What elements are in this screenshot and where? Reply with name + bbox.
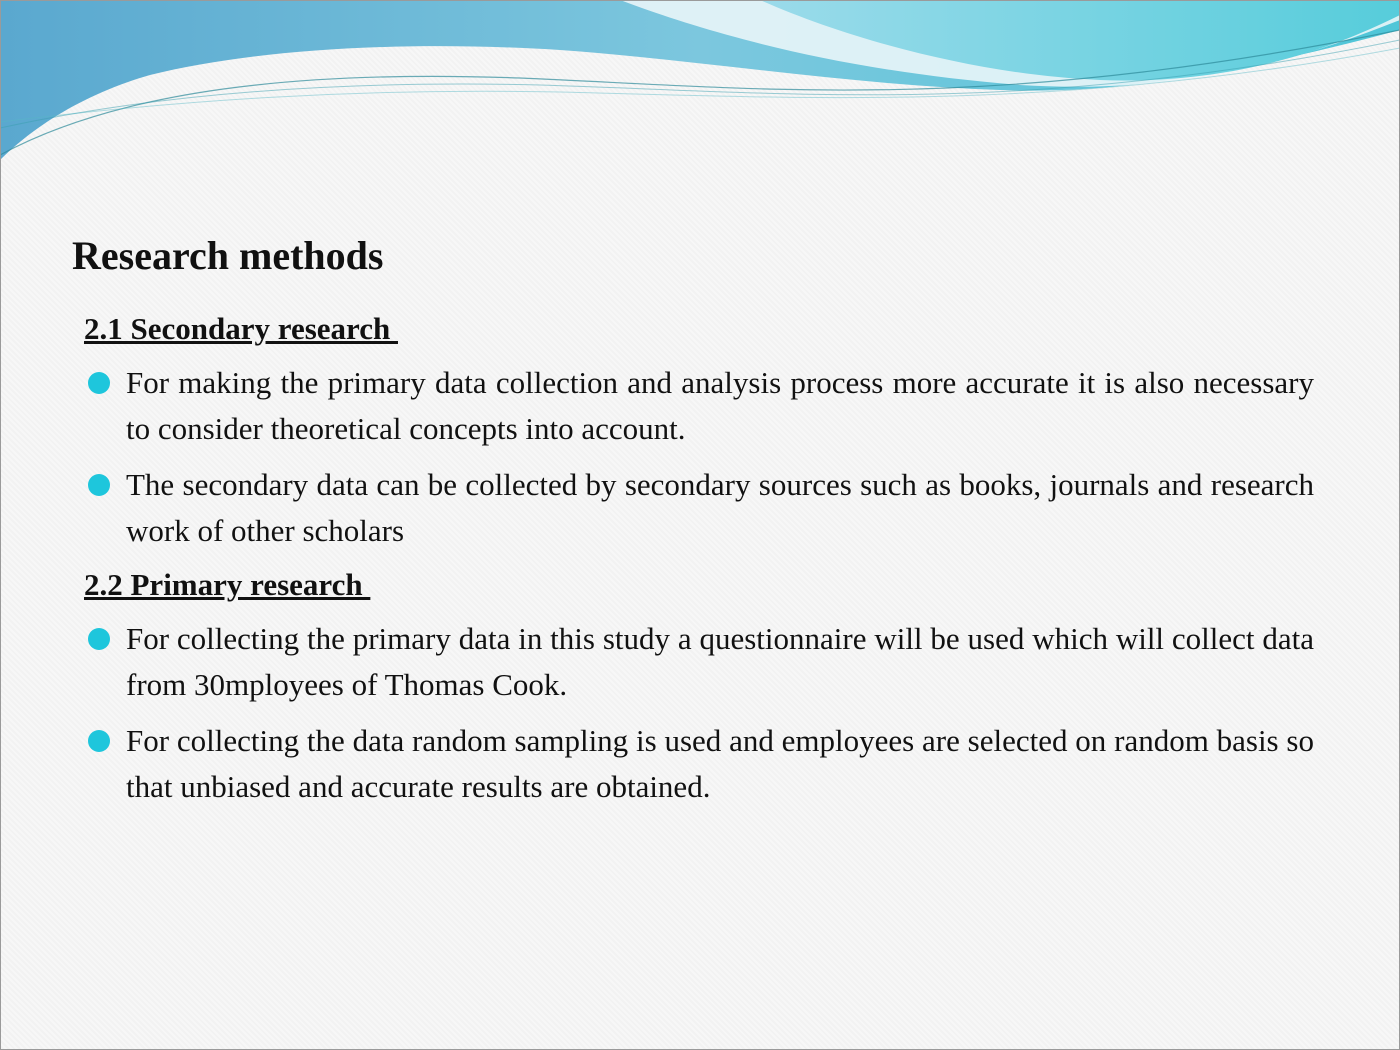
slide-content bbox=[84, 308, 1314, 820]
bullet-dot-icon bbox=[88, 474, 110, 496]
bullet-text: For making the primary data collection and analysis process more accurate it is also necessary to consider theoretical concepts into account. bbox=[126, 365, 1314, 446]
bullet-dot-icon bbox=[88, 372, 110, 394]
slide-title: Research methods bbox=[72, 233, 384, 278]
bullet-item bbox=[84, 718, 1314, 810]
bullet-item bbox=[84, 360, 1314, 452]
bullet-text: For collecting the primary data in this study a questionnaire will be used which will collect data from 30mployees of Thomas Cook. bbox=[126, 621, 1314, 702]
bullet-item bbox=[84, 616, 1314, 708]
bullet-text: For collecting the data random sampling is used and employees are selected on random basis so that unbiased and accurate results are obtained. bbox=[126, 723, 1314, 804]
section-heading-secondary-research: 2.1 Secondary research bbox=[84, 311, 398, 346]
bullet-text: The secondary data can be collected by secondary sources such as books, journals and research work of other scholars bbox=[126, 467, 1314, 548]
section-heading-primary-research: 2.2 Primary research bbox=[84, 567, 371, 602]
bullet-item bbox=[84, 462, 1314, 554]
bullet-dot-icon bbox=[88, 730, 110, 752]
bullet-dot-icon bbox=[88, 628, 110, 650]
header-wave-decoration bbox=[0, 0, 1400, 170]
